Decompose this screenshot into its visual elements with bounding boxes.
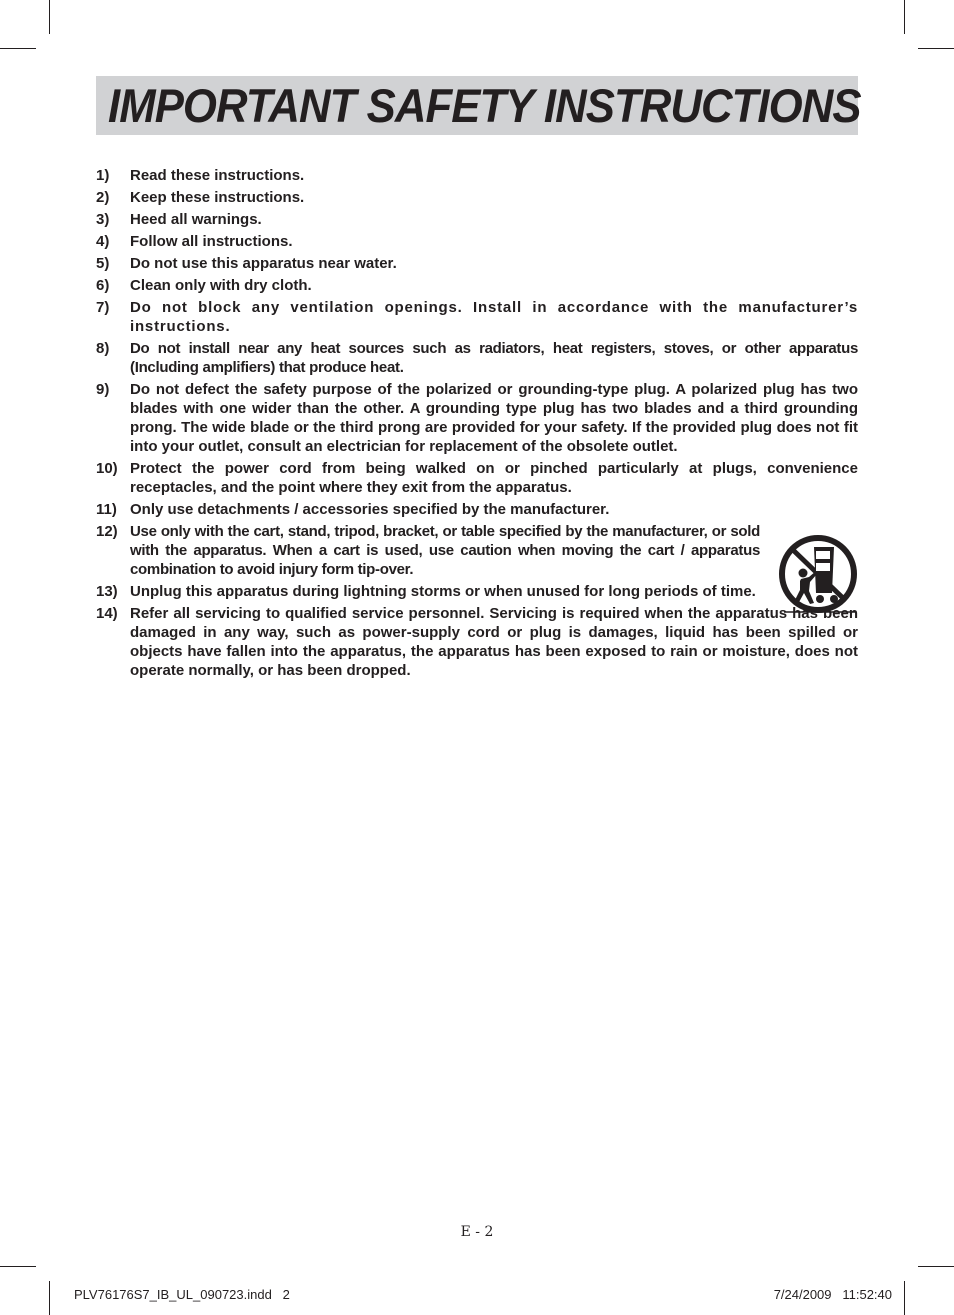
item-text: Do not defect the safety purpose of the polarized or grounding-type plug. A polarized plug has two blades with one wider than the other. A grounding type plug has two blades and a third grounding prong. The wide blade or the third prong are provided for your safety. If the provided plug does not fit into your outlet, consult an electrician for replacement of the obsolete outlet. [130,381,858,455]
crop-mark [0,1266,36,1267]
list-item [96,166,858,185]
list-item [96,188,858,207]
item-number: 7) [96,299,110,316]
list-item [96,276,858,295]
item-number: 12) [96,523,118,540]
cart-tip-over-warning-icon [776,533,860,619]
item-text: Do not install near any heat sources such as radiators, heat registers, stoves, or other apparatus (Including amplifiers) that produce heat. [130,340,858,376]
crop-mark [918,48,954,49]
item-text: Follow all instructions. [130,233,293,250]
list-item [96,500,858,519]
item-number: 10) [96,460,118,477]
item-text: Read these instructions. [130,167,305,184]
footer-timestamp: 7/24/2009 11:52:40 [773,1287,892,1302]
item-number: 8) [96,340,110,357]
page-title: IMPORTANT SAFETY INSTRUCTIONS [108,79,861,132]
item-number: 1) [96,167,110,184]
list-item [96,604,858,680]
list-item [96,298,858,336]
item-text: Use only with the cart, stand, tripod, bracket, or table specified by the manufacturer, or sold with the apparatus. When a cart is used, use caution when moving the cart / apparatus combination to avoid injury form tip-over. [130,523,760,578]
item-text: Do not use this apparatus near water. [130,255,397,272]
list-item [96,232,858,251]
item-number: 3) [96,211,110,228]
item-text: Unplug this apparatus during lightning storms or when unused for long periods of time. [130,583,756,600]
item-number: 6) [96,277,110,294]
list-item [96,522,858,579]
title-banner [96,76,861,135]
crop-mark [918,1266,954,1267]
item-number: 13) [96,583,118,600]
item-number: 2) [96,189,110,206]
item-text: Protect the power cord from being walked on or pinched particularly at plugs, convenience receptacles, and the point where they exit from the apparatus. [130,460,858,496]
item-text: Keep these instructions. [130,189,305,206]
crop-mark [49,1281,50,1315]
instruction-list [96,166,858,683]
crop-mark [49,0,50,34]
crop-mark [904,1281,905,1315]
item-text: Clean only with dry cloth. [130,277,312,294]
footer-filename: PLV76176S7_IB_UL_090723.indd 2 [74,1287,290,1302]
crop-mark [904,0,905,34]
list-item [96,459,858,497]
item-text: Heed all warnings. [130,211,262,228]
item-number: 9) [96,381,110,398]
item-text: Do not block any ventilation openings. Install in accordance with the manufacturer’s instructions. [130,299,858,335]
list-item [96,582,858,601]
item-number: 4) [96,233,110,250]
item-text: Only use detachments / accessories specified by the manufacturer. [130,501,610,518]
page-number: E - 2 [460,1224,494,1240]
item-number: 14) [96,605,118,622]
item-number: 11) [96,501,117,518]
list-item [96,254,858,273]
item-text: Refer all servicing to qualified service personnel. Servicing is required when the apparatus has been damaged in any way, such as power-supply cord or plug is damages, liquid has been spilled or objects have fallen into the apparatus, the apparatus has been exposed to rain or moisture, does not operate normally, or has been dropped. [130,605,858,679]
list-item [96,210,858,229]
item-number: 5) [96,255,110,272]
crop-mark [0,48,36,49]
list-item [96,380,858,456]
list-item [96,339,858,377]
